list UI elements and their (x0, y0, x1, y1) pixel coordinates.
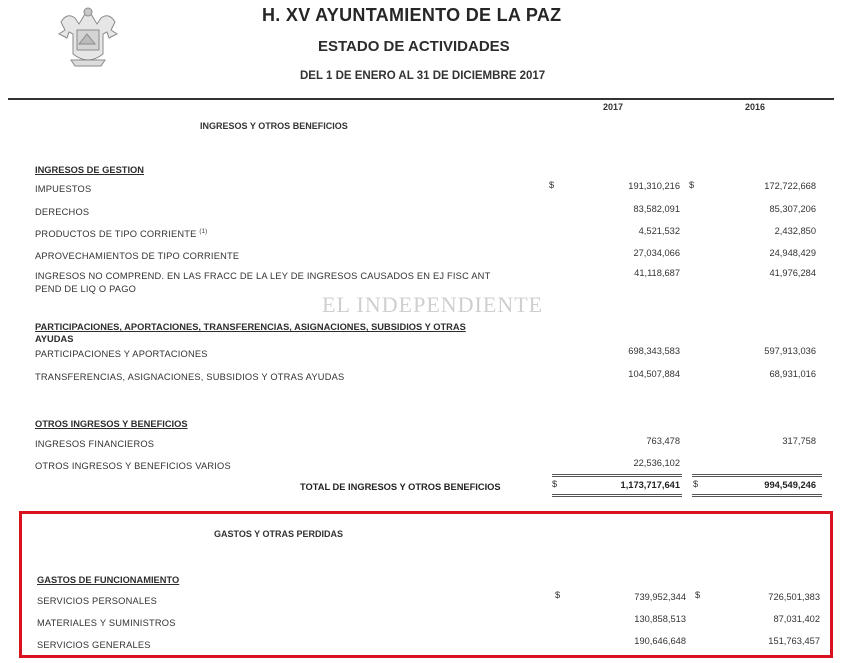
value-2017: 4,521,532 (638, 226, 680, 236)
value-2016: 87,031,402 (773, 614, 820, 624)
group-header-otros: OTROS INGRESOS Y BENEFICIOS (35, 419, 188, 429)
dollar-sign: $ (552, 479, 558, 489)
value-2017: 83,582,091 (633, 204, 680, 214)
value-2017: 130,858,513 (634, 614, 686, 624)
document-period: DEL 1 DE ENERO AL 31 DE DICIEMBRE 2017 (300, 70, 546, 82)
row-label: DERECHOS (35, 207, 90, 217)
row-label: OTROS INGRESOS Y BENEFICIOS VARIOS (35, 461, 231, 471)
row-label-continuation: PEND DE LIQ O PAGO (35, 284, 137, 294)
value-2016: 726,501,383 (768, 592, 820, 602)
row-label: IMPUESTOS (35, 184, 92, 194)
row-label: SERVICIOS GENERALES (37, 640, 151, 650)
subtotal-rule-2016 (692, 474, 822, 475)
total-value-2016: 994,549,246 (764, 480, 816, 490)
value-2016: 172,722,668 (764, 181, 816, 191)
dollar-sign: $ (693, 479, 699, 489)
value-2016: 317,758 (782, 436, 816, 446)
value-2017: 739,952,344 (634, 592, 686, 602)
dollar-sign: $ (695, 590, 701, 600)
row-label: APROVECHAMIENTOS DE TIPO CORRIENTE (35, 251, 240, 261)
value-2017: 27,034,066 (633, 248, 680, 258)
dollar-sign: $ (689, 180, 695, 190)
row-label: INGRESOS FINANCIEROS (35, 439, 155, 449)
row-label: INGRESOS NO COMPREND. EN LAS FRACC DE LA LEY DE INGRESOS CAUSADOS EN EJ FISC ANT (35, 271, 491, 281)
value-2017: 698,343,583 (628, 346, 680, 356)
value-2017: 104,507,884 (628, 369, 680, 379)
total-value-2017: 1,173,717,641 (620, 480, 680, 490)
column-header-2016: 2016 (745, 102, 766, 112)
column-header-2017: 2017 (603, 102, 624, 112)
row-label: PARTICIPACIONES Y APORTACIONES (35, 349, 208, 359)
group-header-funcionamiento: GASTOS DE FUNCIONAMIENTO (37, 575, 180, 585)
section-title-gastos: GASTOS Y OTRAS PERDIDAS (214, 529, 344, 539)
row-label: PRODUCTOS DE TIPO CORRIENTE $^{(1)}$ (35, 229, 208, 240)
value-2017: 22,536,102 (633, 458, 680, 468)
value-2016: 24,948,429 (769, 248, 816, 258)
value-2016: 597,913,036 (764, 346, 816, 356)
value-2016: 2,432,850 (774, 226, 816, 236)
value-2017: 763,478 (646, 436, 680, 446)
value-2017: 190,646,648 (634, 636, 686, 646)
document-subtitle: ESTADO DE ACTIVIDADES (318, 38, 510, 55)
document-title: H. XV AYUNTAMIENTO DE LA PAZ (262, 5, 562, 25)
group-header-gestion: INGRESOS DE GESTION (35, 165, 144, 175)
group-header-participaciones: PARTICIPACIONES, APORTACIONES, TRANSFERENCIAS, ASIGNACIONES, SUBSIDIOS Y OTRAS (35, 322, 466, 332)
subtotal-rule-2017 (552, 476, 682, 477)
total-rule-2017 (552, 494, 682, 495)
row-label: SERVICIOS PERSONALES (37, 596, 158, 606)
value-2017: 191,310,216 (628, 181, 680, 191)
total-rule-2017 (552, 496, 682, 497)
dollar-sign: $ (549, 180, 555, 190)
header-rule (8, 98, 834, 100)
value-2017: 41,118,687 (634, 268, 680, 278)
value-2016: 41,976,284 (769, 268, 816, 278)
row-label: TRANSFERENCIAS, ASIGNACIONES, SUBSIDIOS Y OTRAS AYUDAS (35, 372, 345, 382)
total-label: TOTAL DE INGRESOS Y OTROS BENEFICIOS (300, 482, 501, 492)
watermark: EL INDEPENDIENTE (322, 292, 544, 317)
group-header-participaciones-continuation: AYUDAS (35, 334, 74, 344)
value-2016: 68,931,016 (769, 369, 816, 379)
coat-of-arms-logo (57, 4, 119, 70)
footnote-marker: (1) (199, 229, 208, 235)
value-2016: 151,763,457 (768, 636, 820, 646)
value-2016: 85,307,206 (769, 204, 816, 214)
dollar-sign: $ (555, 590, 561, 600)
total-rule-2016 (692, 494, 822, 495)
subtotal-rule-2016 (692, 476, 822, 477)
subtotal-rule-2017 (552, 474, 682, 475)
total-rule-2016 (692, 496, 822, 497)
section-title-ingresos: INGRESOS Y OTROS BENEFICIOS (200, 121, 348, 131)
row-label: MATERIALES Y SUMINISTROS (37, 618, 176, 628)
